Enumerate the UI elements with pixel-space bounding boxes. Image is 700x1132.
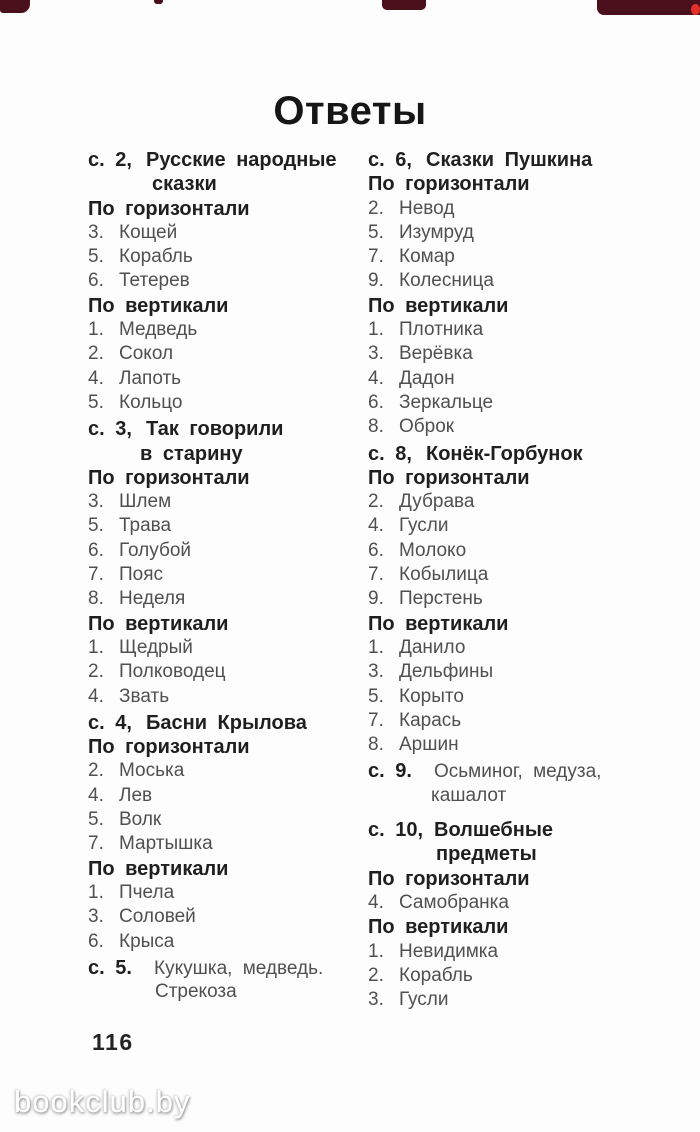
- answer-number: 6.: [88, 539, 104, 561]
- answer-word: Лев: [119, 784, 153, 806]
- answer-word: Оброк: [399, 416, 455, 438]
- watermark: bookclub.by: [14, 1084, 191, 1119]
- answer-word: Самобранка: [399, 891, 509, 913]
- answer-item: [368, 685, 680, 709]
- answer-item: [88, 391, 368, 415]
- page-ref: с. 8,: [368, 442, 412, 465]
- section-title-text: Басни Крылова: [146, 711, 307, 734]
- section-title-text: Конёк-Горбунок: [426, 442, 583, 465]
- direction-heading: По вертикали: [368, 916, 509, 939]
- answer-number: 4.: [368, 515, 384, 537]
- section-title-continuation: предметы: [436, 843, 537, 866]
- page-ref: с. 3,: [88, 418, 132, 441]
- answer-item: [88, 881, 368, 905]
- answer-item: [88, 587, 368, 611]
- answer-item: [88, 245, 368, 269]
- direction-heading: По горизонтали: [88, 736, 250, 759]
- answer-item: [368, 988, 680, 1012]
- section-title-line: [88, 711, 368, 735]
- answer-number: 6.: [368, 539, 384, 561]
- answer-number: 1.: [368, 319, 384, 341]
- answer-number: 6.: [368, 391, 384, 413]
- answer-word: Данило: [399, 636, 466, 658]
- section-title-continuation: сказки: [152, 173, 217, 196]
- direction-heading: По горизонтали: [88, 466, 250, 489]
- photo-artifact-dot: [691, 4, 700, 15]
- answer-number: 3.: [88, 491, 104, 513]
- direction-heading: По вертикали: [368, 294, 509, 317]
- answers-column-right: [368, 146, 680, 1012]
- answer-word: Колесница: [399, 270, 494, 292]
- answer-item: [368, 539, 680, 563]
- direction-heading: По горизонтали: [368, 173, 530, 196]
- answer-item: [88, 514, 368, 538]
- answer-number: 7.: [368, 246, 384, 268]
- answer-number: 3.: [88, 906, 104, 928]
- answer-number: 3.: [368, 989, 384, 1011]
- direction-heading: По горизонтали: [368, 466, 530, 489]
- answer-number: 2.: [368, 491, 384, 513]
- answer-word: Мартышка: [119, 833, 213, 855]
- answer-item: [88, 905, 368, 929]
- section-title-continuation: в старину: [140, 442, 243, 465]
- answers-columns: [88, 146, 680, 1012]
- answer-continuation: кашалот: [431, 784, 507, 806]
- photo-artifact-mark: [597, 0, 700, 15]
- answer-number: 9.: [368, 588, 384, 610]
- answer-item: [88, 221, 368, 245]
- direction-heading: По вертикали: [88, 612, 229, 635]
- answer-item: [88, 930, 368, 954]
- answer-number: 4.: [88, 367, 104, 389]
- answer-word: Карась: [399, 709, 462, 731]
- answer-number: 8.: [368, 734, 384, 756]
- answer-word: Гусли: [399, 989, 449, 1011]
- answer-word: Изумруд: [399, 221, 474, 243]
- answer-number: 9.: [368, 270, 384, 292]
- direction-heading: По вертикали: [88, 294, 229, 317]
- section-title-line: [368, 148, 680, 172]
- answer-word: Дельфины: [399, 661, 494, 683]
- answer-item: [368, 221, 680, 245]
- answer-number: 2.: [88, 760, 104, 782]
- answer-number: 1.: [368, 940, 384, 962]
- answer-word: Моська: [119, 760, 185, 782]
- answer-item: [88, 342, 368, 366]
- answer-word: Тетерев: [119, 270, 190, 292]
- direction-heading: По горизонтали: [88, 197, 250, 220]
- answer-item: [368, 940, 680, 964]
- answer-number: 7.: [88, 833, 104, 855]
- section-title-line: [88, 417, 368, 441]
- answer-word: Гусли: [399, 515, 449, 537]
- answer-word: Корабль: [399, 964, 473, 986]
- answer-item: [368, 415, 680, 439]
- direction-heading: По вертикали: [88, 857, 229, 880]
- answer-word: Кукушка, медведь.: [154, 957, 324, 979]
- answer-number: 2.: [88, 661, 104, 683]
- answer-number: 5.: [368, 221, 384, 243]
- answer-number: 4.: [368, 891, 384, 913]
- section-title-text: Волшебные: [434, 819, 554, 842]
- section-answer-line: [88, 956, 368, 980]
- answer-word: Кобылица: [399, 564, 489, 586]
- answer-word: Зеркальце: [399, 391, 494, 413]
- answer-number: 1.: [88, 881, 104, 903]
- answer-word: Полководец: [119, 661, 226, 683]
- answer-number: 4.: [368, 367, 384, 389]
- answer-word: Волк: [119, 809, 162, 831]
- answer-number: 3.: [368, 343, 384, 365]
- answer-word: Соловей: [119, 906, 196, 928]
- answer-item: [368, 660, 680, 684]
- answer-item: [368, 318, 680, 342]
- answer-word: Крыса: [119, 930, 175, 952]
- photo-artifact-mark: [154, 0, 163, 4]
- answer-item: [368, 636, 680, 660]
- answer-word: Пчела: [119, 881, 175, 903]
- page-number: 116: [92, 1029, 134, 1055]
- answer-word: Кольцо: [119, 391, 183, 413]
- answer-word: Шлем: [119, 491, 172, 513]
- direction-heading: По вертикали: [368, 612, 509, 635]
- answer-item: [88, 539, 368, 563]
- answer-number: 7.: [368, 709, 384, 731]
- answer-item: [368, 367, 680, 391]
- answer-word: Лапоть: [119, 367, 182, 389]
- answer-item: [88, 367, 368, 391]
- answer-word: Осьминог, медуза,: [434, 761, 602, 783]
- answer-item: [88, 660, 368, 684]
- section-answer-line: [368, 759, 680, 783]
- answer-item: [88, 784, 368, 808]
- answer-word: Верёвка: [399, 343, 473, 365]
- page-ref: с. 10,: [368, 819, 424, 842]
- photo-artifact-mark: [382, 0, 426, 10]
- answer-number: 8.: [368, 416, 384, 438]
- answer-item: [88, 318, 368, 342]
- answer-item: [368, 490, 680, 514]
- answer-number: 6.: [88, 270, 104, 292]
- section-title-line: [368, 442, 680, 466]
- answers-column-left: [88, 146, 368, 1012]
- answer-number: 5.: [88, 391, 104, 413]
- answer-number: 2.: [88, 343, 104, 365]
- answer-number: 1.: [88, 319, 104, 341]
- answer-number: 4.: [88, 685, 104, 707]
- answer-item: [88, 685, 368, 709]
- answer-item: [368, 733, 680, 757]
- answer-number: 3.: [368, 661, 384, 683]
- answer-item: [88, 808, 368, 832]
- answer-word: Щедрый: [119, 636, 193, 658]
- section-title-line: [88, 148, 368, 172]
- answer-item: [88, 832, 368, 856]
- section-title-text: Сказки Пушкина: [426, 149, 593, 171]
- answer-item: [368, 245, 680, 269]
- answer-word: Трава: [119, 515, 172, 537]
- answer-item: [88, 563, 368, 587]
- answer-word: Неделя: [119, 588, 186, 610]
- answer-word: Плотника: [399, 319, 484, 341]
- answer-word: Звать: [119, 685, 170, 707]
- answer-number: 6.: [88, 930, 104, 952]
- answer-word: Молоко: [399, 539, 467, 561]
- direction-heading: По горизонтали: [368, 867, 530, 890]
- answer-number: 1.: [88, 636, 104, 658]
- answer-number: 5.: [88, 809, 104, 831]
- page-ref: с. 2,: [88, 149, 132, 171]
- section-title-text: Русские народные: [146, 149, 337, 171]
- answer-item: [368, 563, 680, 587]
- photo-artifact-mark: [0, 0, 30, 13]
- answer-item: [368, 891, 680, 915]
- answer-number: 7.: [88, 564, 104, 586]
- answer-number: 5.: [88, 515, 104, 537]
- answer-word: Корабль: [119, 246, 193, 268]
- answer-word: Корыто: [399, 685, 464, 707]
- page-ref: с. 4,: [88, 711, 132, 734]
- answer-word: Невидимка: [399, 940, 499, 962]
- answer-word: Комар: [399, 246, 455, 268]
- answer-item: [368, 709, 680, 733]
- page-ref: с. 5.: [88, 956, 132, 979]
- page-ref: с. 6,: [368, 149, 412, 171]
- answer-continuation: Стрекоза: [155, 981, 237, 1003]
- answer-item: [368, 587, 680, 611]
- answer-item: [88, 490, 368, 514]
- answer-item: [368, 391, 680, 415]
- answer-word: Аршин: [399, 734, 459, 756]
- answer-number: 4.: [88, 784, 104, 806]
- answer-number: 8.: [88, 588, 104, 610]
- page-title: Ответы: [273, 89, 427, 133]
- section-title-line: [368, 818, 680, 842]
- answer-item: [368, 514, 680, 538]
- section-title-text: Так говорили: [146, 418, 284, 441]
- answer-number: 3.: [88, 221, 104, 243]
- answer-word: Голубой: [119, 539, 192, 561]
- answer-word: Перстень: [399, 588, 483, 610]
- answer-item: [368, 964, 680, 988]
- answer-number: 2.: [368, 197, 384, 219]
- answer-word: Невод: [399, 197, 455, 219]
- answer-word: Пояс: [119, 564, 164, 586]
- answer-item: [368, 269, 680, 293]
- answer-word: Дадон: [399, 367, 455, 389]
- answer-number: 5.: [368, 685, 384, 707]
- answer-word: Сокол: [119, 343, 174, 365]
- answer-item: [88, 759, 368, 783]
- answer-item: [88, 636, 368, 660]
- answer-item: [368, 342, 680, 366]
- answer-item: [88, 269, 368, 293]
- answer-item: [368, 197, 680, 221]
- answer-word: Дубрава: [399, 491, 475, 513]
- page-ref: с. 9.: [368, 760, 412, 783]
- answer-number: 7.: [368, 564, 384, 586]
- answer-word: Кощей: [119, 221, 178, 243]
- answer-word: Медведь: [119, 319, 198, 341]
- answer-number: 1.: [368, 636, 384, 658]
- answer-number: 2.: [368, 964, 384, 986]
- answer-number: 5.: [88, 246, 104, 268]
